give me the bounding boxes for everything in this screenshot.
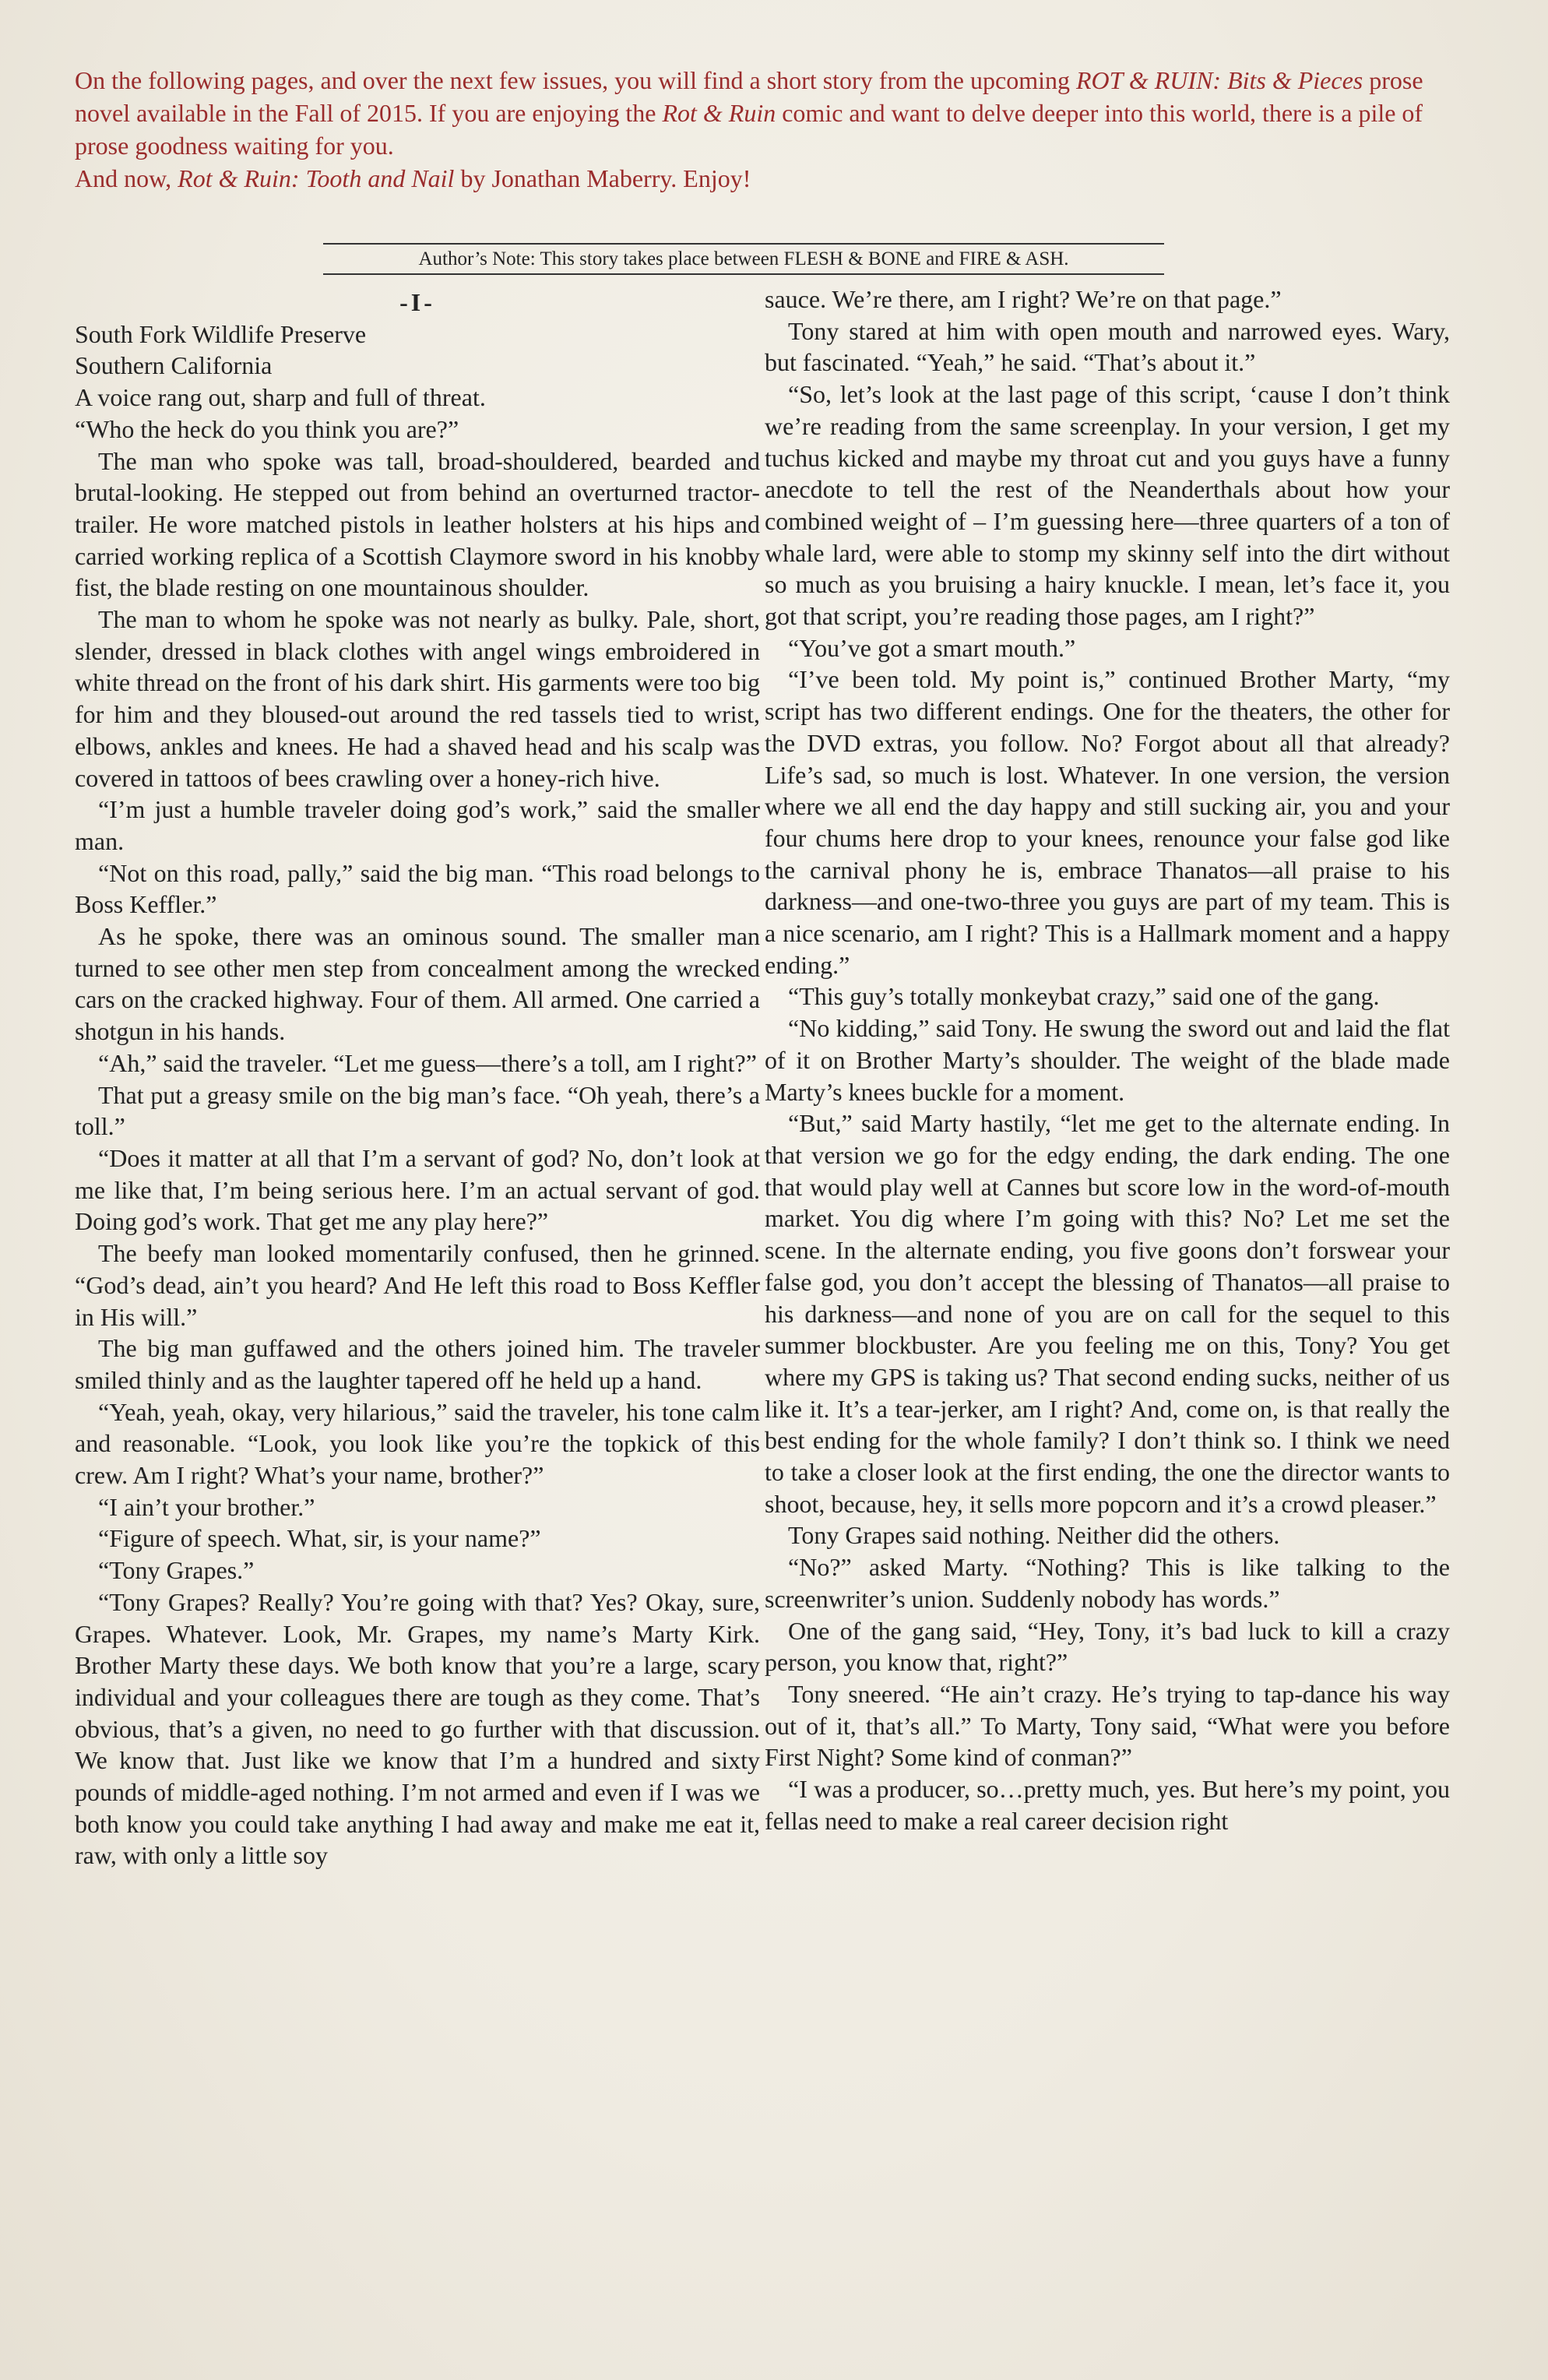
story-paragraph: “Ah,” said the traveler. “Let me guess—there’s a toll, am I right?” (98, 1048, 757, 1077)
story-paragraph: “No kidding,” said Tony. He swung the sword out and laid the flat of it on Brother Marty’s shoulder. The weight of the blade made Marty’s knees buckle for a moment. (765, 1014, 1450, 1106)
story-paragraph: “This guy’s totally monkeybat crazy,” said one of the gang. (788, 982, 1380, 1011)
story-paragraph: “I was a producer, so…pretty much, yes. But here’s my point, you fellas need to make a real career decision right (765, 1775, 1450, 1835)
story-paragraph: “No?” asked Marty. “Nothing? This is like talking to the screenwriter’s union. Suddenly nobody has words.” (765, 1553, 1450, 1613)
story-paragraph: The man who spoke was tall, broad-shouldered, bearded and brutal-looking. He stepped out from behind an overturned tractor-trailer. He wore matched pistols in leather holsters at his hips and carried working replica of a Scottish Claymore sword in his knobby fist, the blade resting on one mountainous shoulder. (75, 446, 760, 602)
story-paragraph: “Not on this road, pally,” said the big man. “This road belongs to Boss Keffler.” (75, 858, 760, 919)
comic-title: Rot & Ruin (662, 99, 776, 127)
story-paragraph: “Tony Grapes? Really? You’re going with that? Yes? Okay, sure, Grapes. Whatever. Look, Mr. Grapes, my name’s Marty Kirk. Brother Marty these days. We both know that you’re a large, scary individual and your colleagues there are tough as they come. That’s obvious, that’s a given, no need to go further with that discussion. We know that. Just like we know that I’m a hundred and sixty pounds of middle-aged nothing. I’m not armed and even if I was we both know you could take anything I had away and make me eat it, raw, with only a little soy (75, 1587, 760, 1870)
story-paragraph: “Figure of speech. What, sir, is your name?” (98, 1524, 541, 1553)
story-paragraph: The man to whom he spoke was not nearly as bulky. Pale, short, slender, dressed in black clothes with angel wings embroidered in white thread on the front of his dark shirt. His garments were too big for him and they bloused-out around the red tassels tied to wrist, elbows, ankles and knees. He had a shaved head and his scalp was covered in tattoos of bees crawling over a honey-rich hive. (75, 605, 760, 792)
intro-blurb (75, 64, 1476, 195)
story-paragraph: South Fork Wildlife Preserve (75, 319, 367, 348)
story-paragraph: “You’ve got a smart mouth.” (788, 633, 1076, 662)
story-paragraph: “I ain’t your brother.” (98, 1492, 315, 1521)
story-paragraph: “So, let’s look at the last page of this script, ‘cause I don’t think we’re reading from the same screenplay. In your version, I get my tuchus kicked and maybe my throat cut and you guys have a funny anecdote to tell the rest of the Neanderthals about how your combined weight of – I’m guessing here—three quarters of a ton of whale lard, were able to stomp my skinny self into the dirt without so much as you bruising a hairy knuckle. I mean, let’s face it, you got that script, you’re reading those pages, am I right?” (765, 380, 1450, 631)
story-paragraph: “I’m just a humble traveler doing god’s work,” said the smaller man. (75, 795, 760, 855)
chapter-heading: -I- (399, 288, 435, 316)
story-paragraph: “Yeah, yeah, okay, very hilarious,” said the traveler, his tone calm and reasonable. “Look, you look like you’re the topkick of this crew. Am I right? What’s your name, brother?” (75, 1397, 760, 1490)
book-title: ROT & RUIN: Bits & Pieces (1075, 66, 1363, 94)
story-paragraph: “Does it matter at all that I’m a servant of god? No, don’t look at me like that, I’m being serious here. I’m an actual servant of god. Doing god’s work. That get me any play here?” (75, 1143, 760, 1236)
intro-text-2: prose novel available in the Fall of 2015. If you are enjoying the (75, 66, 1423, 127)
left-column (75, 287, 760, 1871)
story-paragraph: As he spoke, there was an ominous sound. The smaller man turned to see other men step from concealment among the wrecked cars on the cracked highway. Four of them. All armed. One carried a shotgun in his hands. (75, 922, 760, 1046)
intro-text-5: by Jonathan Maberry. Enjoy! (460, 164, 751, 192)
story-paragraph: Tony Grapes said nothing. Neither did the others. (788, 1521, 1280, 1550)
intro-text-4: And now, (75, 164, 172, 192)
story-paragraph: “But,” said Marty hastily, “let me get to the alternate ending. In that version we go for the edgy ending, the dark ending. The one that would play well at Cannes but score low in the word-of-mouth market. You dig where I’m going with this? No? Let me set the scene. In the alternate ending, you five goons don’t forswear your false god, you don’t accept the blessing of Thanatos—all praise to his darkness—and none of you are on call for the sequel to this summer blockbuster. Are you feeling me on this, Tony? You get where my GPS is taking us? That second ending sucks, neither of us like it. It’s a tear-jerker, am I right? And, come on, is that really the best ending for the whole family? I don’t think so. I think we need to take a closer look at the first ending, the one the director wants to shoot, because, hey, it sells more popcorn and it’s a crowd pleaser.” (765, 1109, 1450, 1518)
story-paragraph: A voice rang out, sharp and full of threat. (75, 383, 486, 412)
intro-text-3: comic and want to delve deeper into this world, there is a pile of prose goodness waiting for you. (75, 99, 1423, 160)
authors-note: Author’s Note: This story takes place between FLESH & BONE and FIRE & ASH. (323, 243, 1164, 275)
right-column (765, 283, 1450, 1836)
story-paragraph: Tony stared at him with open mouth and narrowed eyes. Wary, but fascinated. “Yeah,” he said. “That’s about it.” (765, 316, 1450, 377)
story-title: Rot & Ruin: Tooth and Nail (178, 164, 455, 192)
story-paragraph: That put a greasy smile on the big man’s face. “Oh yeah, there’s a toll.” (75, 1080, 760, 1141)
intro-paragraph (75, 64, 1476, 162)
story-paragraph: The big man guffawed and the others joined him. The traveler smiled thinly and as the laughter tapered off he held up a hand. (75, 1334, 760, 1394)
story-paragraph: Tony sneered. “He ain’t crazy. He’s trying to tap-dance his way out of it, that’s all.” To Marty, Tony said, “What were you before First Night? Some kind of conman?” (765, 1679, 1450, 1772)
story-paragraph: “Who the heck do you think you are?” (75, 414, 459, 443)
story-paragraph: Southern California (75, 351, 273, 380)
story-paragraph: sauce. We’re there, am I right? We’re on that page.” (765, 285, 1282, 313)
story-paragraph: “Tony Grapes.” (98, 1556, 255, 1585)
intro-text-1: On the following pages, and over the next few issues, you will find a short story from the upcoming (75, 66, 1070, 94)
story-paragraph: The beefy man looked momentarily confused, then he grinned. “God’s dead, ain’t you heard? And He left this road to Boss Keffler in His will.” (75, 1239, 760, 1331)
intro-enjoy-line (75, 162, 1476, 195)
story-paragraph: One of the gang said, “Hey, Tony, it’s bad luck to kill a crazy person, you know that, right?” (765, 1616, 1450, 1677)
story-paragraph: “I’ve been told. My point is,” continued Brother Marty, “my script has two different endings. One for the theaters, the other for the DVD extras, you follow. No? Forgot about all that already? Life’s sad, so much is lost. Whatever. In one version, the version where we all end the day happy and still sucking air, you and your four chums here drop to your knees, renounce your false god like the carnival phony he is, embrace Thanatos—all praise to his darkness—and one-two-three you guys are part of my team. This is a nice scenario, am I right? This is a Hallmark moment and a happy ending.” (765, 665, 1450, 979)
